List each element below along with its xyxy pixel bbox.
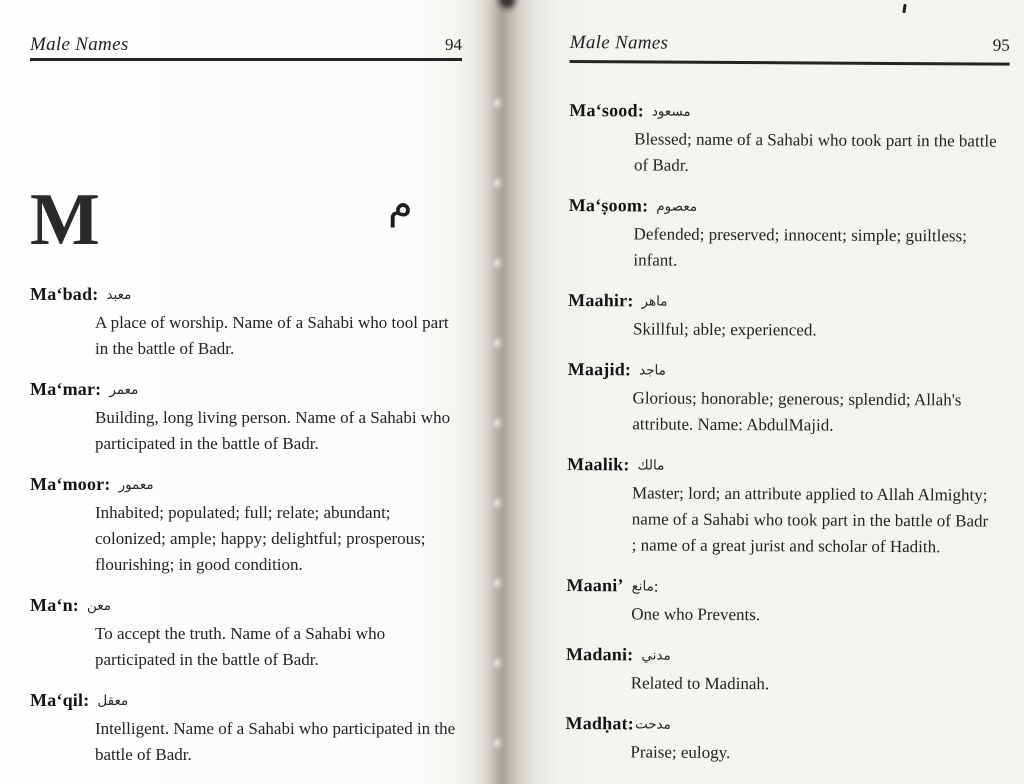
entry-arabic: مدني [641,647,671,664]
entry-name: Ma‘sood: [569,99,644,121]
entry-heading [30,472,462,498]
entry-colon: : [653,578,659,596]
running-header-title: Male Names [569,31,669,54]
gutter-bump [492,575,504,591]
name-entry [30,377,462,457]
entry-definition: Master; lord; an attribute applied to Allah Almighty; name of a Sahabi who took part in the battle of Badr ; name of a great jurist and scholar of Hadith. [631,483,989,557]
name-entry [30,472,462,578]
gutter-bump [492,415,504,431]
entry-arabic: معمر [109,382,139,398]
section-heading [30,179,462,263]
entry-name: Ma‘bad: [30,284,99,304]
entry-heading [565,711,1005,740]
name-entry [566,642,1006,699]
name-entry [568,288,1008,345]
entry-heading [569,193,1009,222]
name-entry [566,573,1006,630]
entry-arabic: معن [87,598,112,614]
entry-definition: Defended; preserved; innocent; simple; guiltless; infant. [633,224,967,270]
entry-name: Madḥat: [565,712,635,734]
entry-name: Ma‘n: [30,595,79,615]
entry-arabic: ماجد [639,362,666,379]
entries-list [565,98,1009,783]
entry-arabic: مسعود [651,103,691,120]
name-entry [565,711,1005,768]
section-letter-arabic: م [388,182,413,228]
entry-heading [566,642,1006,671]
header-rule [30,58,462,61]
entry-arabic: معمور [118,477,154,493]
name-entry [30,688,462,768]
entry-heading [567,452,1007,481]
entry-name: Maani’ [566,574,624,596]
gutter-top-shadow [494,0,520,16]
page-number: 94 [445,35,462,54]
entry-definition: Glorious; honorable; generous; splendid; Allah's attribute. Name: AbdulMajid. [632,388,962,435]
entry-heading [569,98,1009,127]
entry-name: Maahir: [568,289,634,311]
gutter-bump [492,335,504,351]
page-number: 95 [992,35,1010,55]
entry-definition: Related to Madinah. [630,673,770,694]
gutter-bump [492,95,504,111]
entry-arabic: مالك [637,457,665,474]
entry-heading [568,288,1008,317]
entry-arabic: مدحت [634,716,671,733]
entry-name: Ma‘mar: [30,379,102,399]
gutter-bump [492,255,504,271]
name-entry [30,593,462,673]
entry-name: Ma‘moor: [30,474,111,494]
name-entry [569,98,1009,181]
entry-heading [30,377,462,403]
entry-definition: Skillful; able; experienced. [632,319,817,340]
entry-heading [30,688,462,714]
running-header [30,34,462,56]
entry-definition: Praise; eulogy. [630,742,731,762]
running-header [570,32,1010,57]
page-95 [565,0,1010,784]
entry-definition: One who Prevents. [631,604,761,625]
entry-arabic: مانع [631,578,654,595]
gutter-bump [492,735,504,751]
gutter-bump [492,175,504,191]
page-94 [30,0,462,784]
entry-heading [568,357,1008,386]
section-letter: M [30,179,100,261]
entry-heading [30,593,462,619]
entry-name: Madani: [565,643,634,665]
name-entry [567,452,1008,561]
name-entry [30,282,462,362]
entry-name: Maalik: [567,453,630,475]
gutter-bump [492,655,504,671]
running-header-title: Male Names [30,34,129,55]
entry-heading [30,282,462,308]
entry-arabic: معصوم [656,198,698,215]
entry-definition: A place of worship. Name of a Sahabi who tool part in the battle of Badr. [95,313,449,358]
name-entry [567,357,1007,440]
entry-heading [566,573,1006,602]
entry-definition: Blessed; name of a Sahabi who took part in the battle of Badr. [633,129,997,175]
header-rule [570,60,1010,66]
entry-arabic: معبد [106,287,132,303]
entry-definition: Inhabited; populated; full; relate; abundant; colonized; ample; happy; delightful; prosperous; flourishing; in good condition. [95,503,426,574]
entries-list [30,282,462,783]
name-entry [568,193,1008,276]
entry-name: Ma‘ṣoom: [568,194,649,216]
entry-arabic: ماهر [641,293,668,310]
entry-name: Maajid: [567,358,632,380]
entry-definition: To accept the truth. Name of a Sahabi who participated in the battle of Badr. [95,624,386,669]
gutter-bump [492,495,504,511]
entry-name: Ma‘qil: [30,690,90,710]
entry-definition: Building, long living person. Name of a Sahabi who participated in the battle of Badr. [95,408,451,453]
entry-arabic: معقل [97,693,129,709]
entry-definition: Intelligent. Name of a Sahabi who participated in the battle of Badr. [95,719,456,764]
